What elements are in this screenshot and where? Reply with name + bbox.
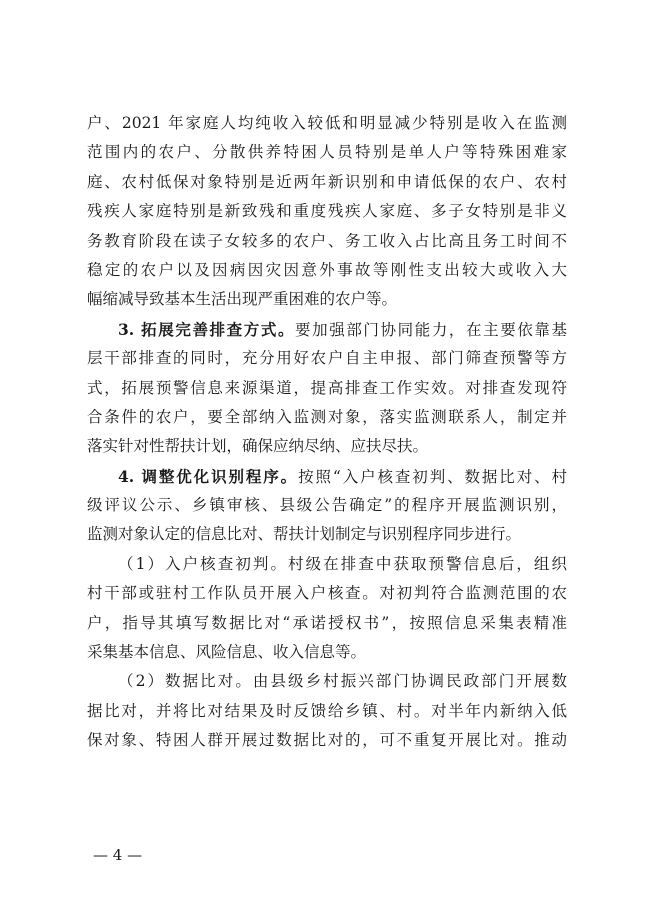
text-line: 范围内的农户、分散供养特困人员特别是单人户等特殊困难家 [87,143,567,162]
text-line: 庭、农村低保对象特别是近两年新识别和申请低保的农户、农村 [87,172,567,191]
text-line: 合条件的农户，要全部纳入监测对象，落实监测联系人，制定并 [87,407,567,426]
text-line: 式，拓展预警信息来源渠道，提高排查工作实效。对排查发现符 [87,378,567,397]
text-line: （2）数据比对。由县级乡村振兴部门协调民政部门开展数 [118,672,567,691]
text-fragment: 按照“入户核查初判、数据比对、村 [298,467,567,486]
text-line: 户、2021 年家庭人均纯收入较低和明显减少特别是收入在监测 [87,114,567,132]
text-line: 户，指导其填写数据比对“承诺授权书”，按照信息采集表精准 [87,613,567,632]
text-line: 监测对象认定的信息比对、帮扶计划制定与识别程序同步进行。 [87,525,522,544]
section-heading-4: 4. 调整优化识别程序。 [118,466,299,486]
text-line: 层干部排查的同时，充分用好农户自主申报、部门筛查预警等方 [87,349,567,368]
paragraph-section-3 [87,315,567,462]
section-heading-3: 3. 拓展完善排查方式。 [118,319,296,339]
text-line: 采集基本信息、风险信息、收入信息等。 [87,643,367,662]
text-line: 村干部或驻村工作队员开展入户核查。对初判符合监测范围的农 [87,584,567,603]
text-line: 幅缩减导致基本生活出现严重困难的农户等。 [87,290,398,309]
paragraph-eligibility-continuation [87,109,567,315]
text-line: 据比对，并将比对结果及时反馈给乡镇、村。对半年内新纳入低 [87,701,567,720]
text-line: 保对象、特困人群开展过数据比对的，可不重复开展比对。推动 [87,731,567,750]
paragraph-subsection-2 [87,667,567,755]
paragraph-section-4 [87,462,567,550]
text-line: 级评议公示、乡镇审核、县级公告确定”的程序开展监测识别， [87,496,567,515]
paragraph-subsection-1 [87,550,567,668]
text-line: 稳定的农户以及因病因灾因意外事故等刚性支出较大或收入大 [87,260,567,279]
text-line: 务教育阶段在读子女较多的农户、务工收入占比高且务工时间不 [87,231,567,250]
body-text [87,109,567,756]
text-fragment: 要加强部门协同能力，在主要依靠基 [295,320,567,339]
text-line: 残疾人家庭特别是新致残和重度残疾人家庭、多子女特别是非义 [87,202,567,221]
page-number: — 4 — [93,846,143,864]
text-line [87,462,567,491]
text-line [87,315,567,344]
text-line: 落实针对性帮扶计划，确保应纳尽纳、应扶尽扶。 [87,437,429,456]
text-line: （1）入户核查初判。村级在排查中获取预警信息后，组织 [118,554,567,573]
